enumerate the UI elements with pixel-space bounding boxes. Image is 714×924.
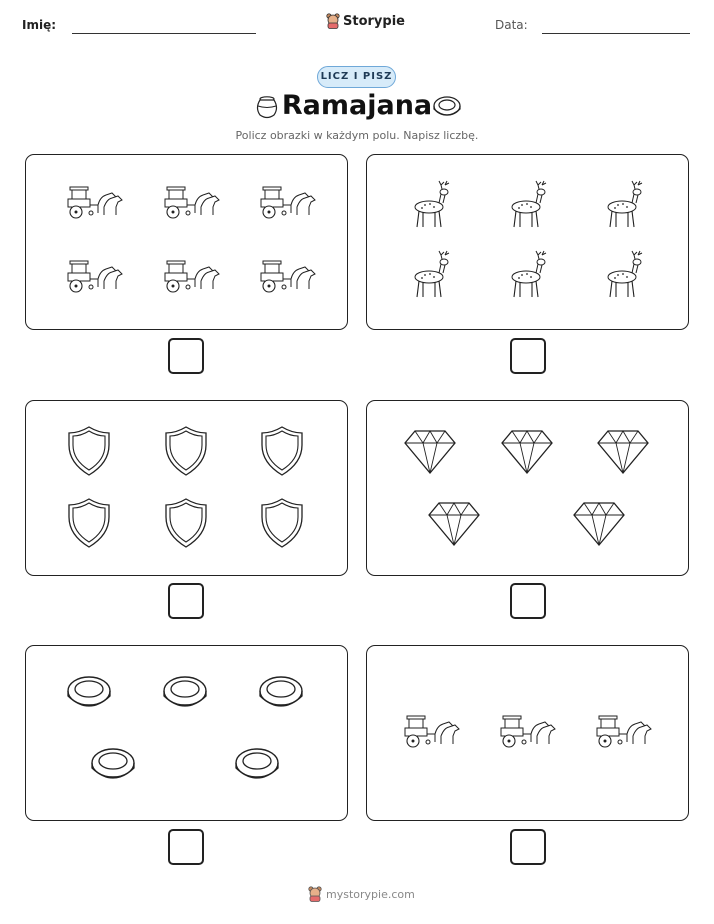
answer-box-6[interactable] xyxy=(510,829,546,865)
page-title: Ramajana xyxy=(281,90,433,121)
deer-icon xyxy=(608,181,642,227)
deer-icon xyxy=(512,181,546,227)
counting-panel-6 xyxy=(366,645,689,821)
ring-icon xyxy=(260,677,302,706)
chariot-icon xyxy=(261,187,315,218)
chariot-icon xyxy=(261,261,315,292)
diamond-icon xyxy=(429,503,479,545)
diamond-icon xyxy=(405,431,455,473)
ring-icon xyxy=(432,94,462,120)
answer-box-4[interactable] xyxy=(510,583,546,619)
date-label: Data: xyxy=(495,18,528,32)
footer xyxy=(308,886,415,902)
ring-icon xyxy=(68,677,110,706)
chariot-icon xyxy=(165,187,219,218)
answer-box-2[interactable] xyxy=(510,338,546,374)
ring-icon xyxy=(92,749,134,778)
bear-icon xyxy=(308,886,322,902)
bear-icon xyxy=(326,13,340,29)
chariot-icon xyxy=(165,261,219,292)
shield-icon xyxy=(69,427,109,475)
worksheet-type-badge: LICZ I PISZ xyxy=(317,66,396,88)
shield-icon xyxy=(262,499,302,547)
chariot-icon xyxy=(597,716,651,747)
instruction-text: Policz obrazki w każdym polu. Napisz liczbę. xyxy=(235,129,479,142)
name-line[interactable] xyxy=(72,33,256,34)
deer-icon xyxy=(608,251,642,297)
chariot-icon xyxy=(501,716,555,747)
footer-url[interactable]: mystorypie.com xyxy=(326,887,415,901)
chariot-icon xyxy=(405,716,459,747)
counting-panel-3 xyxy=(25,400,348,576)
diamond-icon xyxy=(502,431,552,473)
shield-icon xyxy=(166,427,206,475)
counting-panel-4 xyxy=(366,400,689,576)
chariot-icon xyxy=(68,261,122,292)
diamond-icon xyxy=(598,431,648,473)
ring-icon xyxy=(236,749,278,778)
shield-icon xyxy=(262,427,302,475)
name-label: Imię: xyxy=(22,18,57,32)
deer-icon xyxy=(415,251,449,297)
shield-icon xyxy=(166,499,206,547)
shield-icon xyxy=(69,499,109,547)
diamond-icon xyxy=(574,503,624,545)
date-line[interactable] xyxy=(542,33,690,34)
answer-box-5[interactable] xyxy=(168,829,204,865)
deer-icon xyxy=(512,251,546,297)
brand-name: Storypie xyxy=(343,13,405,29)
counting-panel-5 xyxy=(25,645,348,821)
answer-box-3[interactable] xyxy=(168,583,204,619)
ring-icon xyxy=(164,677,206,706)
deer-icon xyxy=(415,181,449,227)
answer-box-1[interactable] xyxy=(168,338,204,374)
chariot-icon xyxy=(68,187,122,218)
brand-logo xyxy=(326,13,405,29)
counting-panel-1 xyxy=(25,154,348,330)
counting-panel-2 xyxy=(366,154,689,330)
